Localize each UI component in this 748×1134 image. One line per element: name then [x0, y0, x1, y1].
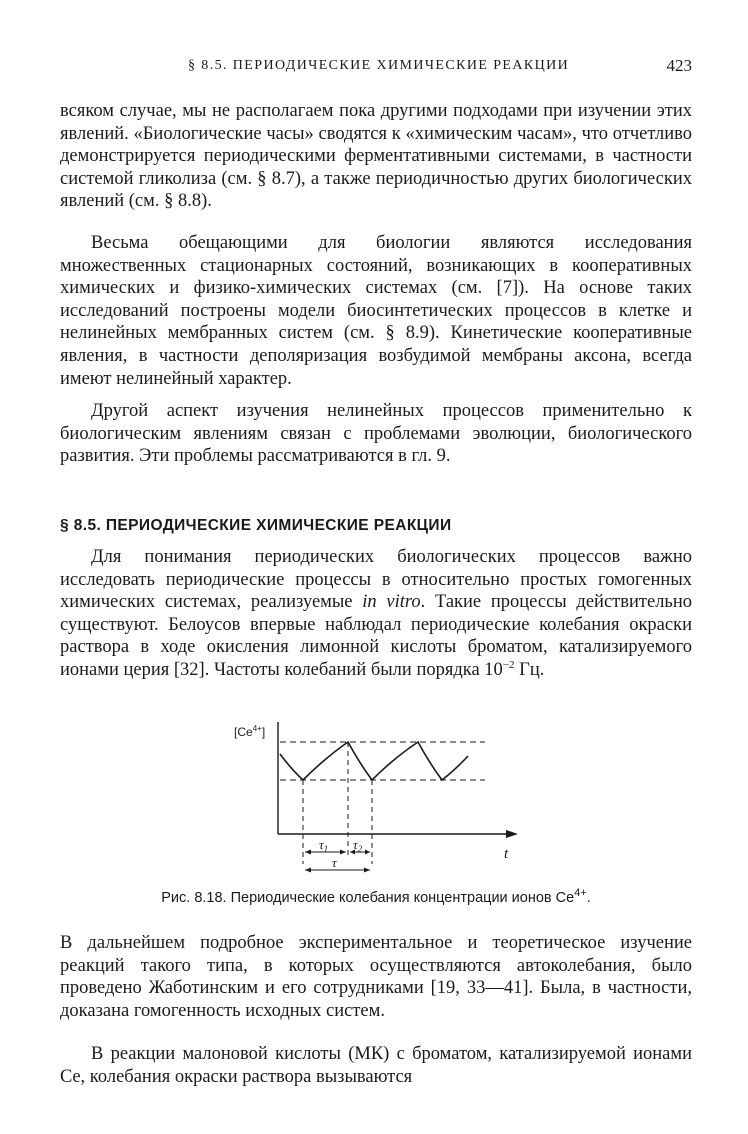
caption-label: Рис. 8.18. — [161, 890, 227, 906]
page-number: 423 — [666, 56, 692, 75]
tau-label: τ — [332, 855, 337, 870]
page-header — [60, 54, 692, 80]
paragraph-3: Другой аспект изучения нелинейных процессов применительно к биологическим явлениям связан с проблемами эволюции, биологического развития. Эти проблемы рассматриваются в гл. 9. — [60, 401, 692, 467]
p4-text-1: Для понимания периодических биологических процессов важно исследовать периодические процессы в относительно простых гомогенных химических системах, реализуемые — [60, 547, 692, 613]
oscillation-figure — [210, 712, 530, 887]
caption-end: . — [586, 890, 591, 906]
oscillation-curve — [280, 742, 468, 780]
section-heading: § 8.5. ПЕРИОДИЧЕСКИЕ ХИМИЧЕСКИЕ РЕАКЦИИ — [60, 517, 452, 534]
x-axis-arrow — [506, 830, 518, 838]
paragraph-5: В дальнейшем подробное экспериментальное и теоретическое изучение реакций такого типа, в которых осуществляются автоколебания, было проведено Жаботинским и его сотрудниками [19, 33—41]. Была, в частности, доказана гомогенность исходных систем. — [60, 933, 692, 1021]
tau2-label: $\tau_2$ — [353, 837, 363, 854]
paragraph-2: Весьма обещающими для биологии являются исследования множественных стационарных состояний, возникающих в кооперативных химических и физико-химических системах (см. [7]). На основе таких исследований построены модели биосинтетических процессов в клетке и нелинейных мембранных систем (см. § 8.9). Кинетические кооперативные явления, в частности деполяризация возбудимой мембраны аксона, всегда имеют нелинейный характер. — [60, 233, 692, 389]
figure-caption — [60, 887, 692, 906]
caption-text: Периодические колебания концентрации ионов Ce — [226, 890, 575, 906]
x-axis-label: t — [504, 846, 509, 862]
paragraph-6: В реакции малоновой кислоты (МК) с броматом, катализируемой ионами Ce, колебания окраски раствора вызываются — [60, 1044, 692, 1087]
p4-text-3: Гц. — [514, 659, 545, 680]
p4-exponent: −2 — [502, 658, 515, 671]
caption-sup: 4+ — [574, 887, 587, 900]
p4-italic: in vitro — [362, 592, 421, 613]
running-title: § 8.5. ПЕРИОДИЧЕСКИЕ ХИМИЧЕСКИЕ РЕАКЦИИ — [188, 58, 570, 73]
y-axis-label: $[Ce^{4+}]$ — [234, 724, 266, 739]
tau1-label: $\tau_1$ — [319, 837, 329, 854]
p4-text-2: . Такие процессы действительно существуют. Белоусов впервые наблюдал периодические колебания окраски раствора в ходе окисления лимонной кислоты броматом, катализируемого ионами церия [32]. Частоты колебаний были порядка 10 — [60, 592, 693, 680]
paragraph-1: всяком случае, мы не располагаем пока другими подходами при изучении этих явлений. «Биологические часы» сводятся к «химическим часам», что отчетливо демонстрируется периодическими ферментативными системами, в частности системой гликолиза (см. § 8.7), а также периодичностью других биологических явлений (см. § 8.8). — [60, 101, 692, 212]
paragraph-4 — [60, 546, 692, 682]
